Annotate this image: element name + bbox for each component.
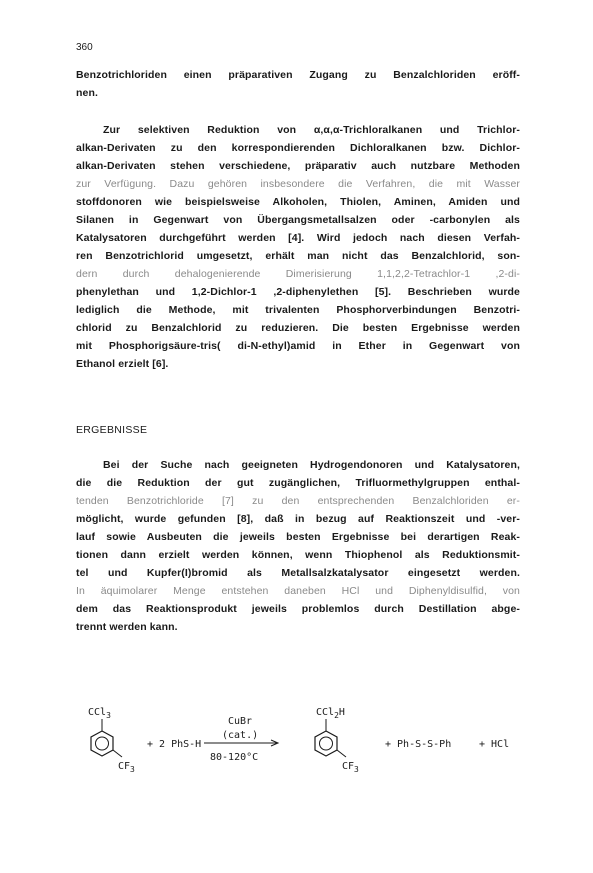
bond-line	[337, 750, 346, 757]
byproduct-hcl: + HCl	[479, 739, 510, 750]
reagent-thiophenol: + 2 PhS-H	[147, 739, 202, 750]
text-line: phenylethan und 1,2-Dichlor-1 ,2-diphenylethen [5]. Beschrieben wurde	[76, 286, 520, 298]
text-line: Benzotrichloriden einen präparativen Zugang zu Benzalchloriden eröff-	[76, 69, 520, 81]
benzene-ring	[315, 731, 337, 756]
text-line: dern durch dehalogenierende Dimerisierung 1,1,2,2-Tetrachlor-1 ,2-di-	[76, 268, 520, 280]
text-line: nen.	[76, 87, 98, 99]
text-line: mit Phosphorigsäure-tris( di-N-ethyl)amid in Ether in Gegenwart von	[76, 340, 520, 352]
reactant-ccl3-label: CCl$_3$	[88, 707, 111, 720]
product-ccl2h-label: CCl$_2$H	[316, 707, 345, 720]
text-line: chlorid zu Benzalchlorid zu reduzieren. Die besten Ergebnisse werden	[76, 322, 520, 334]
text-line: möglicht, wurde gefunden [8], daß in bezug auf Reaktionszeit und -ver-	[76, 513, 520, 525]
catalyst-note: (cat.)	[222, 730, 259, 741]
text-line: alkan-Derivaten zu den korrespondierenden Dichloralkanen bzw. Dichlor-	[76, 142, 520, 154]
product-molecule	[315, 707, 359, 774]
text-line: tel und Kupfer(I)bromid als Metallsalzkatalysator eingesetzt werden.	[76, 567, 520, 579]
text-line: tenden Benzotrichloride [7] zu den entsprechenden Benzalchloriden er-	[76, 495, 520, 507]
reactant-cf3-label: $CF_3$	[118, 761, 135, 774]
text-line: zur Verfügung. Dazu gehören insbesondere die Verfahren, die mit Wasser	[76, 178, 520, 190]
bond-line	[113, 750, 122, 757]
text-line: ren Benzotrichlorid umgesetzt, erhält man nicht das Benzalchlorid, son-	[76, 250, 520, 262]
text-line: Zur selektiven Reduktion von α,α,α-Trichloralkanen und Trichlor-	[103, 124, 520, 136]
reaction-arrow	[204, 716, 278, 763]
text-line: lauf sowie Ausbeuten die jeweils besten Ergebnisse bei derartigen Reak-	[76, 531, 520, 543]
text-line: tionen dann erzielt werden können, wenn Thiophenol als Reduktionsmit-	[76, 549, 520, 561]
product-cf3-label: $CF_3$	[342, 761, 359, 774]
text-line: In äquimolarer Menge entstehen daneben HCl und Diphenyldisulfid, von	[76, 585, 520, 597]
aromatic-circle	[96, 737, 109, 750]
conditions-label: 80-120°C	[210, 752, 259, 763]
text-line: Silanen in Gegenwart von Übergangsmetallsalzen oder -carbonylen als	[76, 214, 520, 226]
text-line: die die Reduktion der gut zugänglichen, Trifluormethylgruppen enthal-	[76, 477, 520, 489]
text-line: Katalysatoren durchgeführt werden [4]. Wird jedoch nach diesen Verfah-	[76, 232, 520, 244]
reactant-molecule	[88, 707, 135, 774]
text-line: Bei der Suche nach geeigneten Hydrogendonoren und Katalysatoren,	[103, 459, 520, 471]
text-line: alkan-Derivaten stehen verschiedene, präparativ auch nutzbare Methoden	[76, 160, 520, 172]
section-heading: ERGEBNISSE	[76, 424, 148, 436]
text-line: lediglich die Methode, mit trivalenten Phosphorverbindungen Benzotri-	[76, 304, 520, 316]
benzene-ring	[91, 731, 113, 756]
text-line: Ethanol erzielt [6].	[76, 358, 169, 370]
catalyst-label: CuBr	[228, 716, 253, 727]
byproduct-disulfide: + Ph-S-S-Ph	[385, 739, 452, 750]
text-line: dem das Reaktionsprodukt jeweils problemlos durch Destillation abge-	[76, 603, 520, 615]
aromatic-circle	[320, 737, 333, 750]
text-line: stoffdonoren wie beispielsweise Alkoholen, Thiolen, Aminen, Amiden und	[76, 196, 520, 208]
text-line: trennt werden kann.	[76, 621, 178, 633]
page-number: 360	[76, 42, 93, 53]
